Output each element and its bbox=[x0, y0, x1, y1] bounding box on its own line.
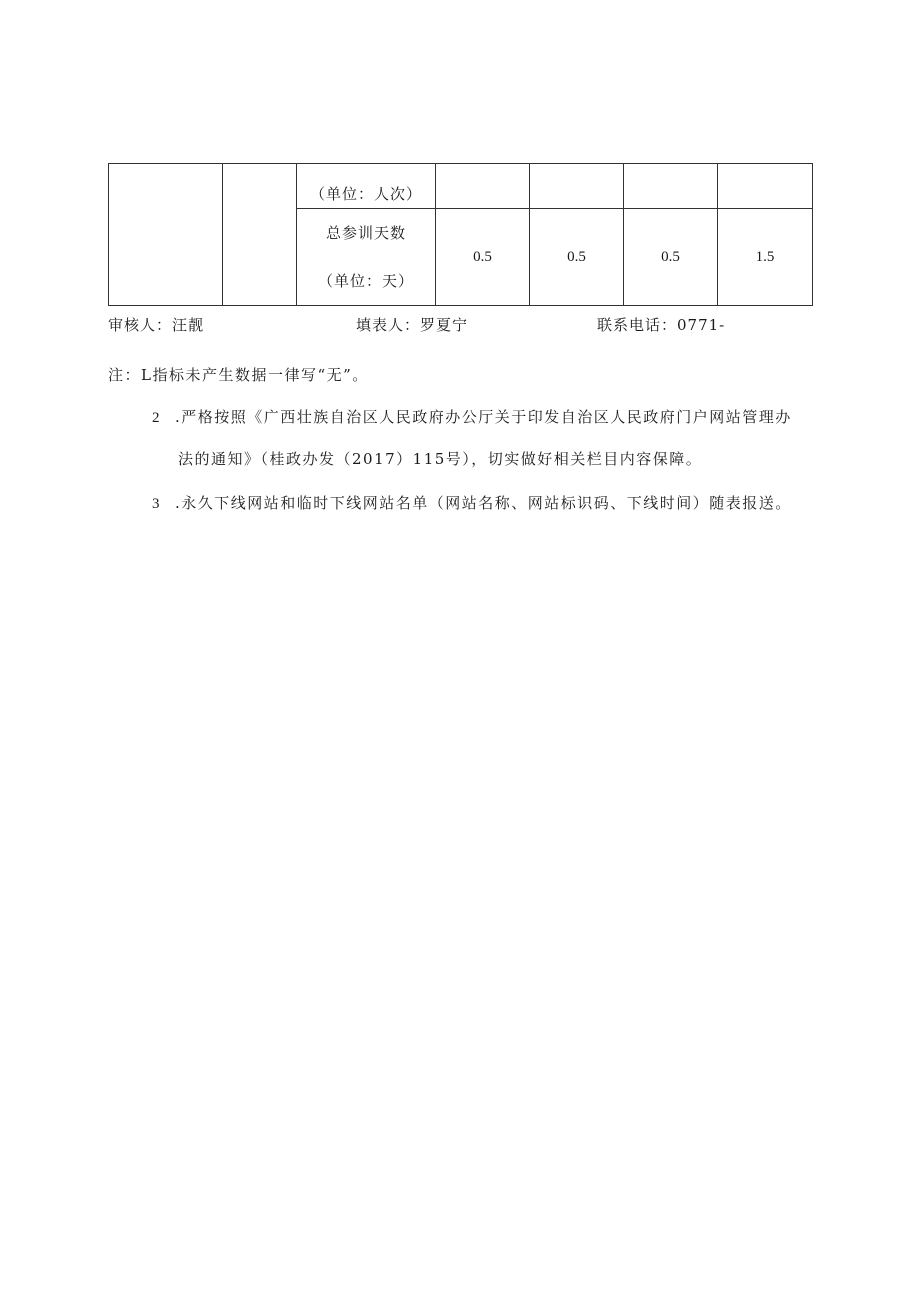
training-days-unit: （单位：天） bbox=[317, 272, 414, 290]
reviewer-text: 审核人：汪靓 bbox=[108, 316, 205, 334]
table-cell-value bbox=[624, 164, 718, 209]
note-2-continuation: 法的通知》（桂政办发（2017）115号），切实做好相关栏目内容保障。 bbox=[178, 450, 703, 468]
table-cell-value bbox=[530, 164, 624, 209]
note-2 bbox=[152, 406, 792, 427]
signature-line bbox=[108, 314, 812, 338]
table-cell-value: 0.5 bbox=[436, 209, 530, 306]
table-cell-training-days-label bbox=[297, 209, 436, 306]
note-2-text: .严格按照《广西壮族自治区人民政府办公厅关于印发自治区人民政府门户网站管理办 bbox=[175, 408, 792, 426]
note-3-text: .永久下线网站和临时下线网站名单（网站名称、网站标识码、下线时间）随表报送。 bbox=[175, 494, 792, 512]
note-1: 注：L指标未产生数据一律写“无”。 bbox=[108, 366, 369, 384]
table-cell-value: 0.5 bbox=[624, 209, 718, 306]
table-cell-subcategory bbox=[223, 164, 297, 306]
statistics-table bbox=[108, 163, 813, 306]
filler-text: 填表人：罗夏宁 bbox=[356, 316, 469, 334]
table-cell-value: 1.5 bbox=[718, 209, 813, 306]
table-cell-value bbox=[718, 164, 813, 209]
table-cell-unit-label: （单位：人次） bbox=[297, 164, 436, 209]
note-3-number: 3 bbox=[152, 496, 161, 512]
table-cell-value: 0.5 bbox=[530, 209, 624, 306]
training-days-label: 总参训天数 bbox=[325, 224, 406, 242]
phone-text: 联系电话：0771- bbox=[597, 316, 726, 334]
note-2-number: 2 bbox=[152, 410, 161, 426]
table-cell-value bbox=[436, 164, 530, 209]
note-3 bbox=[152, 492, 792, 513]
table-row bbox=[109, 164, 813, 209]
table-cell-category bbox=[109, 164, 223, 306]
